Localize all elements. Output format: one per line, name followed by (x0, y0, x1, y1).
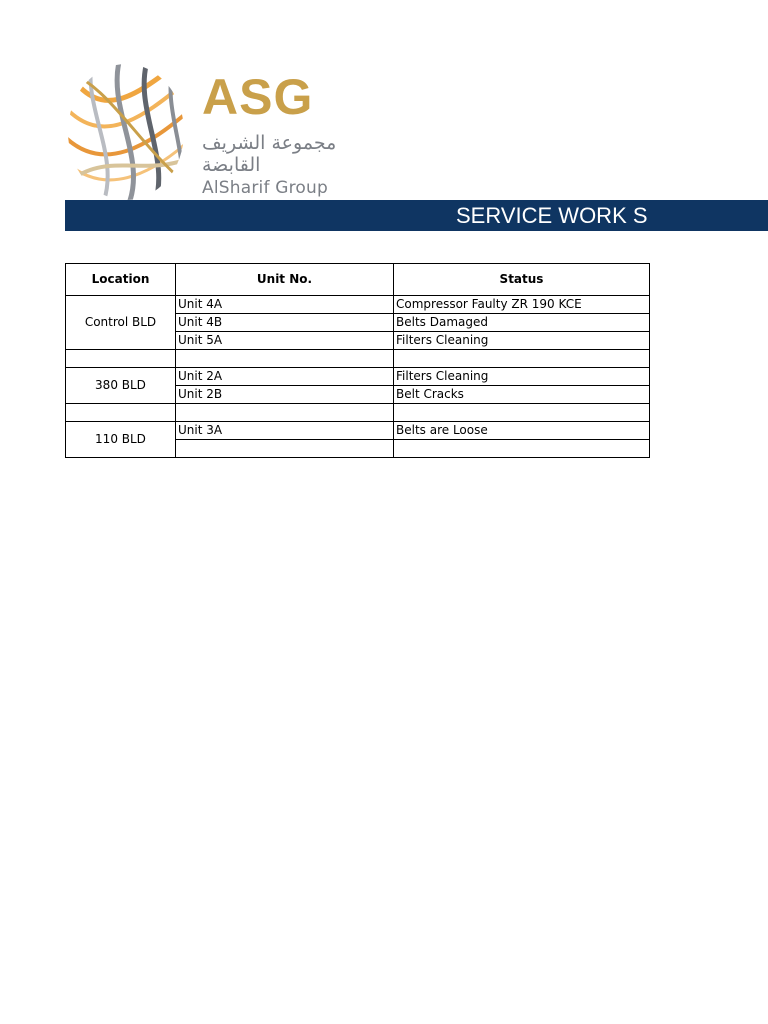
status-cell: Belt Cracks (394, 386, 650, 404)
header-status: Status (394, 264, 650, 296)
location-cell: 110 BLD (66, 422, 176, 458)
title-banner (65, 200, 768, 231)
table-row (66, 422, 650, 440)
location-cell: Control BLD (66, 296, 176, 350)
brand-arabic-name: مجموعة الشريف القابضة (202, 132, 337, 176)
brand-mark: ASG (202, 69, 314, 125)
unit-cell: Unit 5A (176, 332, 394, 350)
unit-cell: Unit 2B (176, 386, 394, 404)
status-cell: Filters Cleaning (394, 332, 650, 350)
status-cell: Compressor Faulty ZR 190 KCE (394, 296, 650, 314)
unit-cell: Unit 4A (176, 296, 394, 314)
empty-cell (66, 350, 176, 368)
empty-cell (394, 350, 650, 368)
status-cell (394, 440, 650, 458)
status-cell: Belts are Loose (394, 422, 650, 440)
spacer-row (66, 404, 650, 422)
location-cell: 380 BLD (66, 368, 176, 404)
empty-cell (176, 404, 394, 422)
company-logo (62, 58, 392, 206)
unit-cell: Unit 3A (176, 422, 394, 440)
status-cell: Belts Damaged (394, 314, 650, 332)
banner-title: SERVICE WORK S (456, 203, 648, 228)
table-row (66, 296, 650, 314)
brand-text (202, 69, 392, 218)
empty-cell (394, 404, 650, 422)
empty-cell (176, 350, 394, 368)
unit-cell: Unit 4B (176, 314, 394, 332)
table-header-row (66, 264, 650, 296)
header-unit-no: Unit No. (176, 264, 394, 296)
status-cell: Filters Cleaning (394, 368, 650, 386)
globe-logo-icon (62, 58, 190, 206)
unit-cell: Unit 2A (176, 368, 394, 386)
service-table (65, 263, 650, 458)
empty-cell (66, 404, 176, 422)
spacer-row (66, 350, 650, 368)
header-location: Location (66, 264, 176, 296)
unit-cell (176, 440, 394, 458)
brand-latin-name: AlSharif Group (202, 178, 328, 198)
table-row (66, 368, 650, 386)
